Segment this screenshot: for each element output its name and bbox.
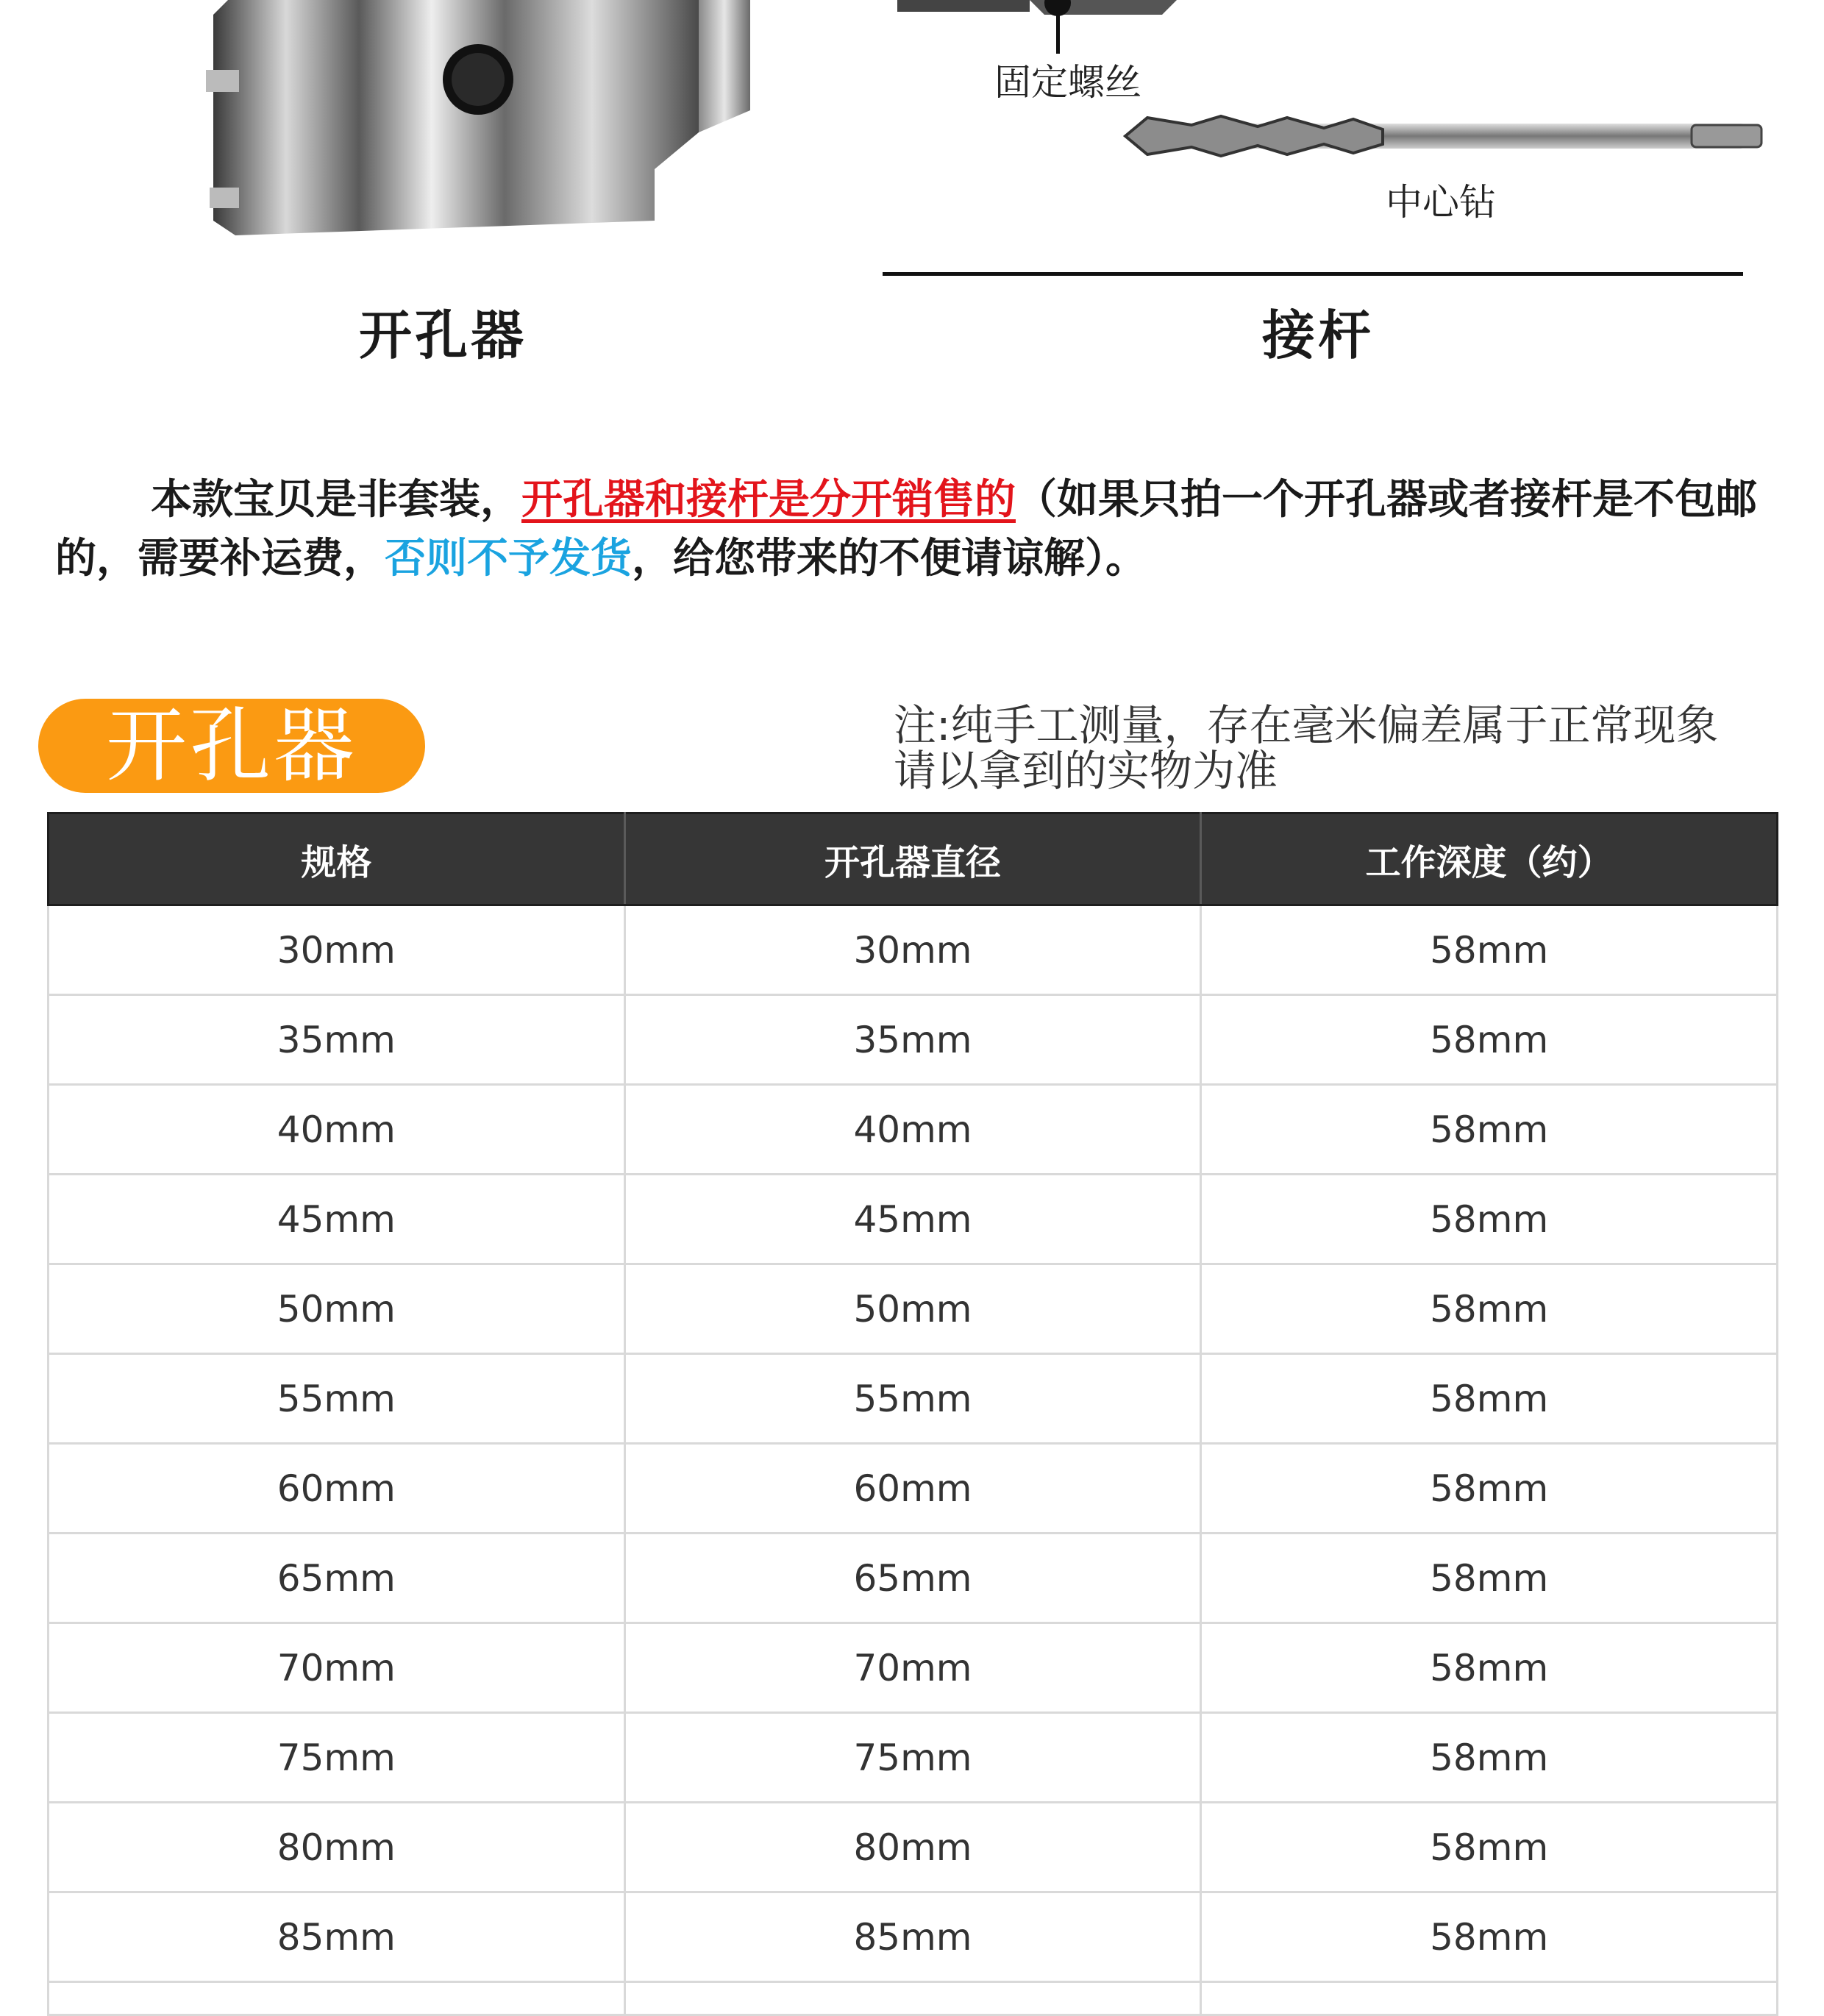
measurement-note-line2: 请以拿到的实物为准 [894,746,1278,796]
center-drill-bit [1125,116,1761,156]
cell-diameter: 50mm [624,1264,1201,1354]
spec-table [47,812,1778,2016]
table-row [49,1892,1778,1982]
table-row [49,1534,1778,1623]
cell-diameter: 35mm [624,995,1201,1085]
header-depth: 工作深度（约） [1201,813,1778,905]
table-row [49,995,1778,1085]
cell-depth: 58mm [1201,1444,1778,1534]
measurement-note [894,702,1806,794]
table-row [49,1713,1778,1803]
table-row [49,1085,1778,1175]
header-diameter: 开孔器直径 [624,813,1201,905]
cell-spec: 80mm [49,1803,625,1892]
table-row [49,1623,1778,1713]
hole-saw-label: 开孔器 [359,304,527,366]
sale-notice [55,471,1769,588]
table-row [49,1803,1778,1892]
notice-sold-separately: 开孔器和接杆是分开销售的 [521,476,1016,524]
cell-depth: 58mm [1201,1892,1778,1982]
cell-diameter: 45mm [624,1175,1201,1264]
table-row [49,1444,1778,1534]
cell-diameter: 70mm [624,1623,1201,1713]
cell-depth: 58mm [1201,1264,1778,1354]
cell-spec: 70mm [49,1623,625,1713]
cell-diameter: 30mm [624,905,1201,995]
center-drill-label: 中心钻 [1386,181,1496,224]
cell-diameter: 40mm [624,1085,1201,1175]
cell-spec: 55mm [49,1354,625,1444]
table-row-cutoff [49,1982,1778,2015]
divider-line [883,272,1743,276]
cell-spec: 45mm [49,1175,625,1264]
section-badge [38,699,425,793]
hole-saw-image [169,0,758,265]
threaded-shank [897,0,1177,16]
cell-empty [49,1982,625,2015]
cell-depth: 58mm [1201,1354,1778,1444]
notice-text-1: 本款宝贝是非套装， [151,476,521,524]
cell-spec: 60mm [49,1444,625,1534]
cell-spec: 50mm [49,1264,625,1354]
section-badge-label: 开孔器 [106,699,357,793]
notice-text-2: （如果只拍一个开孔器或者接杆是不包邮的，需要补运费， [55,476,1757,583]
extension-rod-label: 接杆 [1262,304,1375,366]
cell-diameter: 85mm [624,1892,1201,1982]
cell-depth: 58mm [1201,1534,1778,1623]
cell-spec: 30mm [49,905,625,995]
notice-no-shipping: 否则不予发货 [385,535,632,583]
cell-diameter: 60mm [624,1444,1201,1534]
cell-depth: 58mm [1201,1803,1778,1892]
cell-diameter: 75mm [624,1713,1201,1803]
measurement-note-line1: 注:纯手工测量，存在毫米偏差属于正常现象 [894,700,1719,750]
cell-diameter: 80mm [624,1803,1201,1892]
notice-text-3: ，给您带来的不便请谅解）。 [632,535,1147,583]
table-header-row [49,813,1778,905]
table-row [49,1354,1778,1444]
cell-spec: 85mm [49,1892,625,1982]
cell-depth: 58mm [1201,1085,1778,1175]
cell-spec: 65mm [49,1534,625,1623]
cell-spec: 75mm [49,1713,625,1803]
cell-diameter: 65mm [624,1534,1201,1623]
table-row [49,1264,1778,1354]
cell-depth: 58mm [1201,1623,1778,1713]
cell-depth: 58mm [1201,995,1778,1085]
extension-rod-image [868,0,1795,243]
cell-empty [624,1982,1201,2015]
fixing-screw-label: 固定螺丝 [994,61,1141,104]
cell-diameter: 55mm [624,1354,1201,1444]
cell-spec: 35mm [49,995,625,1085]
cell-depth: 58mm [1201,1713,1778,1803]
cell-depth: 58mm [1201,1175,1778,1264]
table-row [49,905,1778,995]
cell-spec: 40mm [49,1085,625,1175]
header-spec: 规格 [49,813,625,905]
cell-empty [1201,1982,1778,2015]
cell-depth: 58mm [1201,905,1778,995]
table-row [49,1175,1778,1264]
